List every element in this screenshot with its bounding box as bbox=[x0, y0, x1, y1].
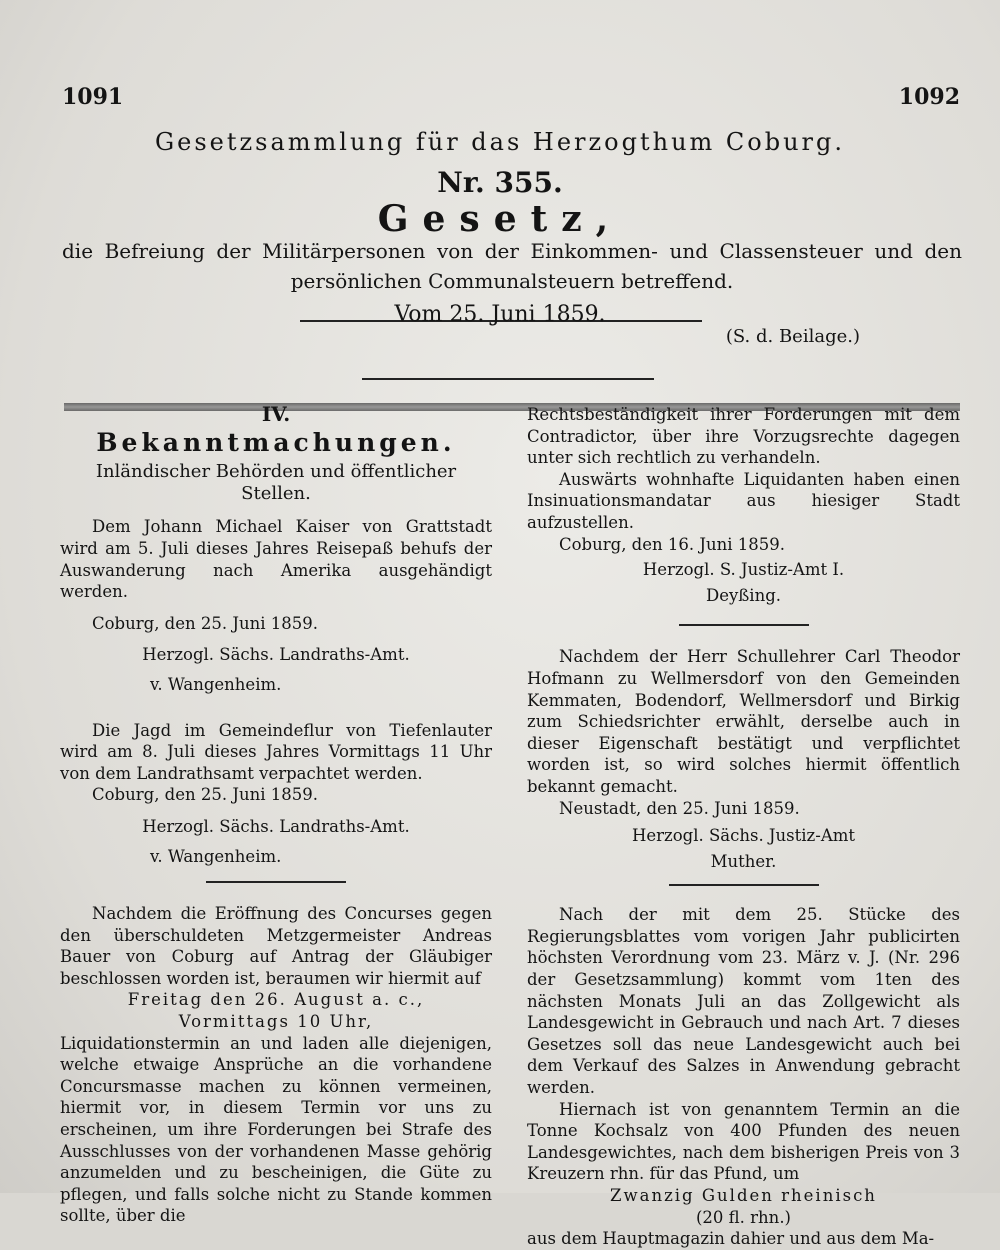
notice-date-line: Freitag den 26. August a. c., bbox=[127, 990, 425, 1010]
page-number-left: 1091 bbox=[62, 84, 124, 110]
notice-authority: Herzogl. Sächs. Justiz-Amt bbox=[631, 826, 856, 846]
notice-text: Dem Johann Michael Kaiser von Grattstadt wird am 5. Juli dieses Jahres Reisepaß behufs der Auswanderung nach Amerika ausgehändigt werden. bbox=[60, 517, 492, 602]
divider bbox=[206, 881, 346, 883]
notice-authority: Herzogl. Sächs. Landraths-Amt. bbox=[142, 645, 410, 665]
page-number-right: 1092 bbox=[898, 84, 960, 110]
law-date: Vom 25. Juni 1859. bbox=[394, 302, 606, 327]
notice-signatory: v. Wangenheim. bbox=[150, 674, 282, 694]
notice-text: aus dem Hauptmagazin dahier und aus dem Ma- bbox=[527, 1229, 935, 1249]
section-title: Bekanntmachungen. bbox=[96, 427, 456, 457]
law-description: die Befreiung der Militärpersonen von der Einkommen- und Classensteuer und den persönlichen Communalsteuern betreffend. bbox=[62, 239, 962, 293]
divider bbox=[669, 884, 819, 886]
notice-place-date: Coburg, den 16. Juni 1859. bbox=[559, 534, 785, 554]
notice-place-date: Coburg, den 25. Juni 1859. bbox=[92, 613, 318, 633]
notice-signatory: v. Wangenheim. bbox=[150, 846, 282, 866]
notice-authority: Herzogl. S. Justiz-Amt I. bbox=[642, 560, 845, 580]
notice-text: Nachdem der Herr Schullehrer Carl Theodor Hofmann zu Wellmersdorf von den Gemeinden Kemmaten, Bodendorf, Wellmersdorf und Birkig zum Schiedsrichter erwählt, derselbe auch in dieser Eigenschaft bestätigt und verpflichtet worden ist, so wird solches hiermit öffentlich bekannt gemacht. bbox=[527, 647, 960, 796]
notice-text: Die Jagd im Gemeindeflur von Tiefenlauter wird am 8. Juli dieses Jahres Vormittags 11 Uhr von dem Landrathsamt verpachtet werden. bbox=[60, 720, 492, 783]
notice-place-date: Coburg, den 25. Juni 1859. bbox=[92, 785, 318, 805]
attachment-note: (S. d. Beilage.) bbox=[725, 326, 860, 347]
law-title: Gesetz, bbox=[377, 198, 623, 240]
divider bbox=[679, 624, 809, 626]
notice-signatory: Muther. bbox=[710, 851, 777, 871]
right-column bbox=[527, 404, 960, 1250]
left-column bbox=[60, 404, 492, 1227]
notice-text: Nachdem die Eröffnung des Concurses gegen den überschuldeten Metzgermeister Andreas Bauer von Coburg auf Antrag der Gläubiger beschlossen worden ist, beraumen wir hiermit auf bbox=[60, 904, 492, 988]
notice-text: Hiernach ist von genanntem Termin an die Tonne Kochsalz von 400 Pfunden des neuen Landesgewichtes, nach dem bisherigen Preis von 3 Kreuzern rhn. für das Pfund, um bbox=[527, 1099, 960, 1184]
section-subtitle: Inländischer Behörden und öffentlicher Stellen. bbox=[95, 461, 457, 504]
notice-text: Rechtsbeständigkeit ihrer Forderungen mit dem Contradictor, über ihre Vorzugsrechte dagegen unter sich rechtlich zu verhandeln. bbox=[527, 405, 960, 468]
divider bbox=[362, 378, 654, 380]
notice-place-date: Neustadt, den 25. Juni 1859. bbox=[559, 798, 800, 818]
law-number: Nr. 355. bbox=[437, 166, 563, 199]
notice-time-line: Vormittags 10 Uhr, bbox=[178, 1012, 374, 1032]
notice-text: Auswärts wohnhafte Liquidanten haben einen Insinuationsmandatar aus hiesiger Stadt aufzustellen. bbox=[527, 469, 960, 532]
notice-text: Nach der mit dem 25. Stücke des Regierungsblattes vom vorigen Jahr publicirten höchsten Verordnung vom 23. März v. J. (Nr. 296 der Gesetzsammlung) kommt vom 1ten des nächsten Monats Juli an das Zollgewicht als Landesgewicht in Gebrauch und nach Art. 7 dieses Gesetzes soll das neue Landesgewicht auch bei dem Verkauf des Salzes in Anwendung gebracht werden. bbox=[527, 905, 960, 1098]
collection-title: Gesetzsammlung für das Herzogthum Coburg. bbox=[154, 128, 846, 156]
price-paren: (20 fl. rhn.) bbox=[696, 1207, 791, 1227]
notice-text: Liquidationstermin an und laden alle diejenigen, welche etwaige Ansprüche an die vorhandene Concursmasse machen zu können vermeinen, hiermit vor, in diesem Termin vor uns zu erscheinen, um ihre Forderungen bei Strafe des Ausschlusses von der vorhandenen Masse gehörig anzumelden und zu bescheinigen, die Güte zu pflegen, und falls solche nicht zu Stande kommen sollte, über die bbox=[60, 1033, 492, 1226]
notice-authority: Herzogl. Sächs. Landraths-Amt. bbox=[142, 816, 410, 836]
notice-signatory: Deyßing. bbox=[705, 585, 782, 605]
price-line: Zwanzig Gulden rheinisch bbox=[610, 1186, 877, 1205]
section-number: IV. bbox=[261, 402, 291, 426]
